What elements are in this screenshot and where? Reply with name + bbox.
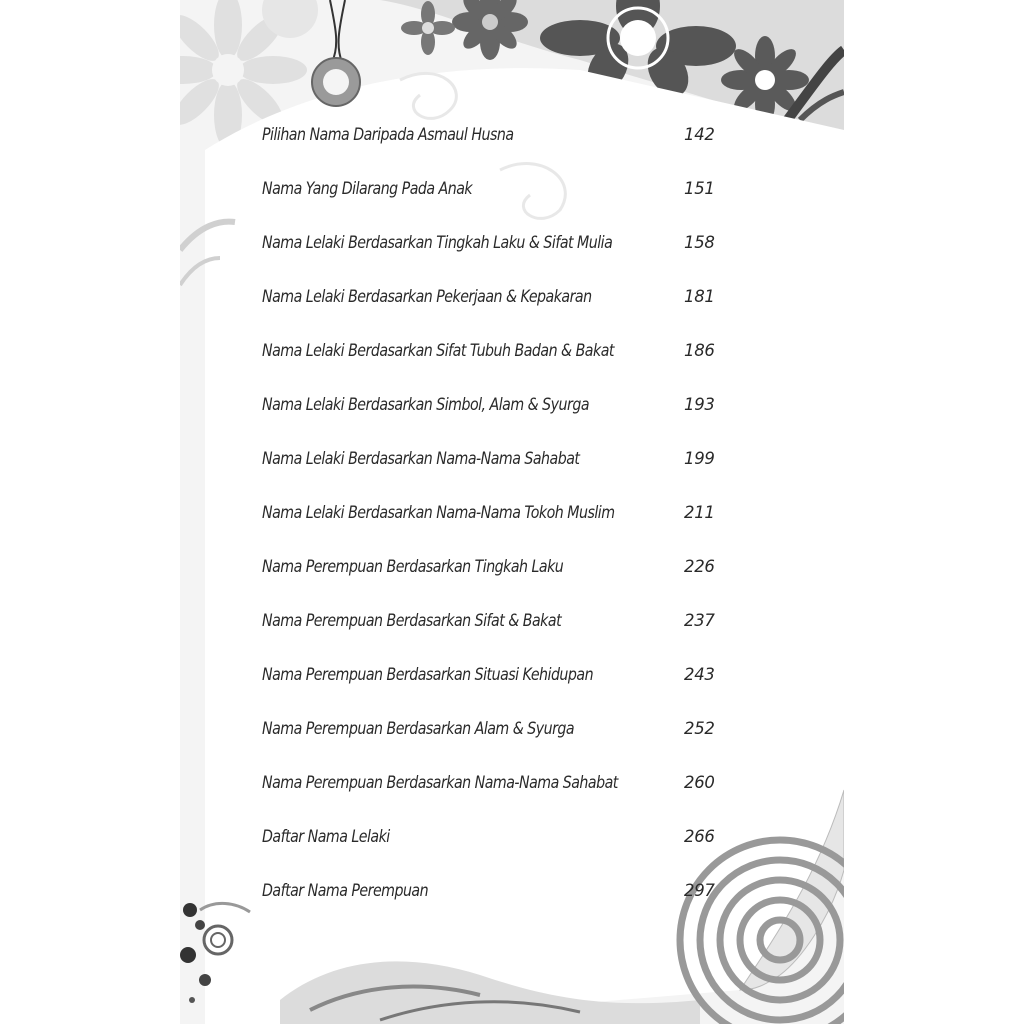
- toc-entry[interactable]: [262, 442, 722, 496]
- toc-entry[interactable]: [262, 658, 722, 712]
- toc-entry-title: Nama Lelaki Berdasarkan Pekerjaan & Kepakaran: [262, 287, 592, 306]
- toc-entry-page: 297: [684, 881, 715, 900]
- toc-entry-title: Nama Lelaki Berdasarkan Nama-Nama Tokoh Muslim: [262, 503, 615, 522]
- toc-entry-title: Nama Perempuan Berdasarkan Tingkah Laku: [262, 557, 564, 576]
- toc-entry[interactable]: [262, 604, 722, 658]
- toc-entry-title: Nama Perempuan Berdasarkan Situasi Kehidupan: [262, 665, 594, 684]
- toc-entry-page: 199: [684, 449, 715, 468]
- book-page: [180, 0, 844, 1024]
- toc-entry[interactable]: [262, 172, 722, 226]
- toc-entry-title: Nama Lelaki Berdasarkan Nama-Nama Sahabat: [262, 449, 580, 468]
- toc-entry-page: 252: [684, 719, 715, 738]
- toc-entry-title: Nama Yang Dilarang Pada Anak: [262, 179, 473, 198]
- ring-tag: [312, 0, 360, 106]
- table-of-contents: [262, 118, 722, 928]
- toc-entry-page: 237: [684, 611, 715, 630]
- toc-entry-page: 186: [684, 341, 715, 360]
- toc-entry-title: Daftar Nama Lelaki: [262, 827, 390, 846]
- toc-entry-title: Nama Lelaki Berdasarkan Simbol, Alam & Syurga: [262, 395, 590, 414]
- toc-entry[interactable]: [262, 334, 722, 388]
- toc-entry-title: Pilihan Nama Daripada Asmaul Husna: [262, 125, 514, 144]
- toc-entry-page: 243: [684, 665, 715, 684]
- toc-entry-page: 151: [684, 179, 715, 198]
- toc-entry-title: Nama Lelaki Berdasarkan Tingkah Laku & Sifat Mulia: [262, 233, 613, 252]
- toc-entry-page: 226: [684, 557, 715, 576]
- toc-entry-title: Daftar Nama Perempuan: [262, 881, 429, 900]
- toc-entry-page: 260: [684, 773, 715, 792]
- toc-entry-page: 158: [684, 233, 715, 252]
- toc-entry-page: 211: [684, 503, 715, 522]
- toc-entry[interactable]: [262, 226, 722, 280]
- toc-entry[interactable]: [262, 118, 722, 172]
- toc-entry[interactable]: [262, 550, 722, 604]
- toc-entry[interactable]: [262, 496, 722, 550]
- toc-entry-title: Nama Perempuan Berdasarkan Alam & Syurga: [262, 719, 575, 738]
- toc-entry-page: 142: [684, 125, 715, 144]
- toc-entry-page: 266: [684, 827, 715, 846]
- toc-entry[interactable]: [262, 874, 722, 928]
- toc-entry-title: Nama Perempuan Berdasarkan Nama-Nama Sahabat: [262, 773, 618, 792]
- toc-entry[interactable]: [262, 766, 722, 820]
- toc-entry-title: Nama Lelaki Berdasarkan Sifat Tubuh Badan & Bakat: [262, 341, 614, 360]
- toc-entry[interactable]: [262, 712, 722, 766]
- toc-entry-page: 181: [684, 287, 715, 306]
- toc-entry-page: 193: [684, 395, 715, 414]
- toc-entry[interactable]: [262, 388, 722, 442]
- toc-entry[interactable]: [262, 820, 722, 874]
- toc-entry[interactable]: [262, 280, 722, 334]
- toc-entry-title: Nama Perempuan Berdasarkan Sifat & Bakat: [262, 611, 562, 630]
